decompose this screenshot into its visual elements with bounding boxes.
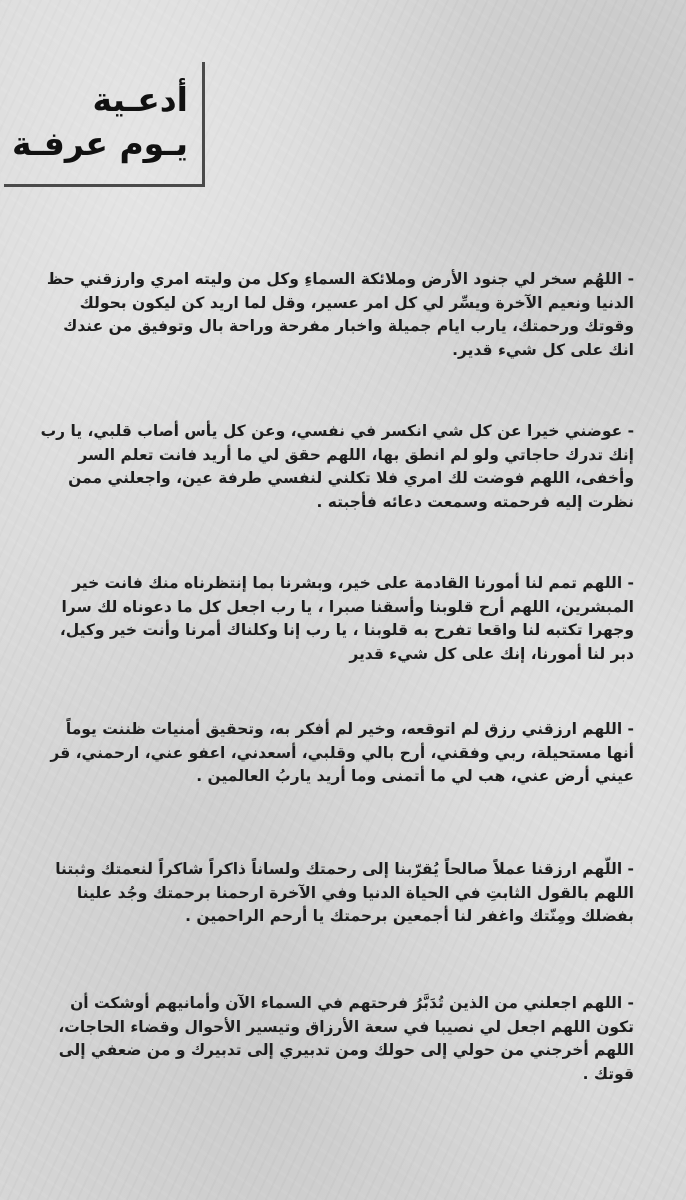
page-title: [10, 78, 188, 166]
prayer-1: - اللهُم سخر لي جنود الأرض وملائكة السماءِ وكل من وليته امري وارزقني حظ الدنيا ونعيم الآخرة ويسِّر لي كل امر عسير، وقل لما اريد كن ليكون بحولك وقوتك ورحمتك، يارب ايام جميلة واخبار مفرحة وراحة بال وتوفيق من عندك انك على كل شيء قدير.: [46, 270, 634, 359]
prayer-2: - عوضني خيرا عن كل شي انكسر في نفسي، وعن كل يأس أصاب قلبي، يا رب إنك تدرك حاجاتي ولو لم انطق بها، اللهم حقق لي ما أريد فانت تعلم السر وأخفى، اللهم فوضت لك امري فلا تكلني لنفسي طرفة عين، واجعلني ممن نظرت إليه فرحمته وسمعت دعائه فأجبته .: [40, 422, 634, 511]
prayer-3: - اللهم تمم لنا أمورنا القادمة على خير، وبشرنا بما إنتظرناه منك فانت خير المبشرين، اللهم أرح قلوبنا وأسقنا صبرا ، يا رب اجعل كل ما دعوناه لك سرا وجهرا تكتبه لنا واقعا تفرح به قلوبنا ، يا رب إنا وكلناك أمرنا وأنت خير وكيل، دبر لنا أمورنا، إنك على كل شيء قدير: [59, 574, 634, 663]
prayer-6: - اللهم اجعلني من الذين تُدَبَّرُ فرحتهم في السماء الآن وأمانيهم أوشكت أن تكون اللهم اجعل لي نصيبا في سعة الأرزاق وتيسير الأحوال وقضاء الحاجات، اللهم أخرجني من حولي إلى حولك ومن تدبيري إلى تدبيرك و من ضعفي إلى قوتك .: [58, 994, 634, 1083]
title-line-2: يـوم عرفـة: [11, 124, 188, 163]
prayer-5: - اللّهم ارزقنا عملاً صالحاً يُقرّبنا إلى رحمتك ولساناً ذاكراً شاكراً لنعمتك وثبتنا اللهم بالقول الثابتِ في الحياة الدنيا وفي الآخرة ارحمنا برحمتك وجُد علينا بفضلك ومِنّتك واغفر لنا أجمعين برحمتك يا أرحم الراحمين .: [55, 860, 634, 925]
title-line-1: أدعـية: [92, 80, 188, 119]
prayer-4: - اللهم ارزقني رزق لم اتوقعه، وخير لم أفكر به، وتحقيق أمنيات ظننت يوماً أنها مستحيلة، ربي وفقني، أرح بالي وقلبي، أسعدني، اعفو عني، ارحمني، قر عيني أرض عني، هب لي ما أتمنى وما أريد ياربُ العالمين .: [50, 720, 634, 785]
